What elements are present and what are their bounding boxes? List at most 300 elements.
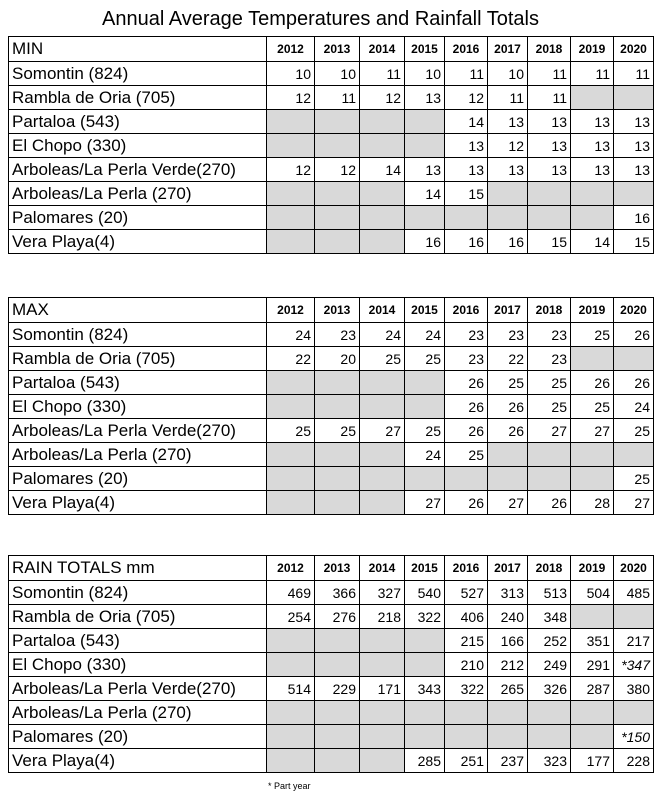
- year-header: 2013: [315, 37, 360, 62]
- value-cell: [267, 134, 315, 158]
- station-name: Somontin (824): [9, 581, 267, 605]
- value-cell: 23: [445, 323, 488, 347]
- value-cell: 26: [445, 491, 488, 515]
- table-row: [9, 62, 654, 86]
- value-cell: 25: [405, 419, 445, 443]
- value-cell: 10: [405, 62, 445, 86]
- value-cell: [614, 347, 654, 371]
- table-row: [9, 605, 654, 629]
- value-cell: 12: [488, 134, 528, 158]
- year-header: 2013: [315, 556, 360, 581]
- year-header: 2018: [528, 556, 571, 581]
- value-cell: [614, 86, 654, 110]
- value-cell: 229: [315, 677, 360, 701]
- value-cell: [315, 230, 360, 254]
- value-cell: 366: [315, 581, 360, 605]
- station-name: Arboleas/La Perla (270): [9, 182, 267, 206]
- value-cell: [445, 467, 488, 491]
- value-cell: 27: [488, 491, 528, 515]
- value-cell: 527: [445, 581, 488, 605]
- value-cell: 27: [405, 491, 445, 515]
- value-cell: 14: [445, 110, 488, 134]
- table-row: [9, 86, 654, 110]
- table-row: [9, 158, 654, 182]
- value-cell: [614, 182, 654, 206]
- station-name: Vera Playa(4): [9, 230, 267, 254]
- value-cell: 25: [488, 371, 528, 395]
- table-row: [9, 110, 654, 134]
- value-cell: [614, 443, 654, 467]
- value-cell: 249: [528, 653, 571, 677]
- table-label: MIN: [9, 37, 267, 62]
- value-cell: [360, 701, 405, 725]
- value-cell: 485: [614, 581, 654, 605]
- value-cell: [445, 206, 488, 230]
- value-cell: 22: [267, 347, 315, 371]
- value-cell: 12: [315, 158, 360, 182]
- table-label: RAIN TOTALS mm: [9, 556, 267, 581]
- value-cell: 13: [614, 158, 654, 182]
- year-header: 2015: [405, 298, 445, 323]
- value-cell: *347: [614, 653, 654, 677]
- value-cell: 26: [614, 323, 654, 347]
- value-cell: 14: [360, 158, 405, 182]
- value-cell: 177: [571, 749, 614, 773]
- year-header: 2019: [571, 298, 614, 323]
- value-cell: [360, 443, 405, 467]
- value-cell: [360, 230, 405, 254]
- value-cell: [267, 371, 315, 395]
- value-cell: 326: [528, 677, 571, 701]
- value-cell: 16: [488, 230, 528, 254]
- value-cell: 24: [360, 323, 405, 347]
- value-cell: 513: [528, 581, 571, 605]
- value-cell: 13: [405, 158, 445, 182]
- value-cell: [360, 206, 405, 230]
- year-header: 2018: [528, 298, 571, 323]
- value-cell: 25: [528, 371, 571, 395]
- value-cell: 276: [315, 605, 360, 629]
- station-name: Arboleas/La Perla Verde(270): [9, 158, 267, 182]
- value-cell: 13: [528, 134, 571, 158]
- value-cell: [360, 653, 405, 677]
- value-cell: [315, 725, 360, 749]
- value-cell: 327: [360, 581, 405, 605]
- value-cell: [488, 206, 528, 230]
- value-cell: [315, 110, 360, 134]
- value-cell: 26: [445, 419, 488, 443]
- value-cell: 265: [488, 677, 528, 701]
- year-header: 2020: [614, 298, 654, 323]
- value-cell: [360, 725, 405, 749]
- value-cell: 24: [614, 395, 654, 419]
- value-cell: 26: [488, 395, 528, 419]
- value-cell: [528, 443, 571, 467]
- station-name: Vera Playa(4): [9, 749, 267, 773]
- table-label: MAX: [9, 298, 267, 323]
- value-cell: [445, 701, 488, 725]
- value-cell: 13: [571, 110, 614, 134]
- value-cell: 25: [571, 395, 614, 419]
- value-cell: 348: [528, 605, 571, 629]
- value-cell: [488, 725, 528, 749]
- value-cell: 16: [445, 230, 488, 254]
- value-cell: [571, 182, 614, 206]
- year-header: 2012: [267, 298, 315, 323]
- table-row: [9, 206, 654, 230]
- value-cell: 23: [528, 323, 571, 347]
- value-cell: [360, 134, 405, 158]
- value-cell: 25: [614, 419, 654, 443]
- value-cell: 323: [528, 749, 571, 773]
- value-cell: [405, 653, 445, 677]
- year-header: 2016: [445, 556, 488, 581]
- value-cell: [315, 371, 360, 395]
- year-header: 2018: [528, 37, 571, 62]
- value-cell: [571, 443, 614, 467]
- station-name: Rambla de Oria (705): [9, 605, 267, 629]
- station-name: Partaloa (543): [9, 629, 267, 653]
- value-cell: 322: [445, 677, 488, 701]
- table-row: [9, 677, 654, 701]
- value-cell: [315, 701, 360, 725]
- value-cell: 23: [445, 347, 488, 371]
- value-cell: [405, 467, 445, 491]
- station-name: Arboleas/La Perla Verde(270): [9, 419, 267, 443]
- value-cell: [571, 86, 614, 110]
- value-cell: 11: [315, 86, 360, 110]
- value-cell: 27: [528, 419, 571, 443]
- value-cell: [405, 701, 445, 725]
- value-cell: 11: [614, 62, 654, 86]
- value-cell: 469: [267, 581, 315, 605]
- year-header: 2019: [571, 37, 614, 62]
- value-cell: [614, 701, 654, 725]
- value-cell: [315, 467, 360, 491]
- value-cell: 217: [614, 629, 654, 653]
- value-cell: [528, 467, 571, 491]
- value-cell: [405, 134, 445, 158]
- value-cell: [528, 701, 571, 725]
- value-cell: 26: [528, 491, 571, 515]
- value-cell: [315, 182, 360, 206]
- value-cell: 237: [488, 749, 528, 773]
- station-name: Somontin (824): [9, 323, 267, 347]
- value-cell: [315, 629, 360, 653]
- value-cell: 24: [405, 443, 445, 467]
- value-cell: [571, 467, 614, 491]
- value-cell: [360, 110, 405, 134]
- value-cell: 25: [267, 419, 315, 443]
- value-cell: [267, 395, 315, 419]
- value-cell: 25: [528, 395, 571, 419]
- max-temperature-table: [8, 297, 654, 515]
- table-row: [9, 653, 654, 677]
- value-cell: 15: [614, 230, 654, 254]
- value-cell: 212: [488, 653, 528, 677]
- station-name: Arboleas/La Perla Verde(270): [9, 677, 267, 701]
- value-cell: 20: [315, 347, 360, 371]
- value-cell: 504: [571, 581, 614, 605]
- value-cell: 11: [528, 86, 571, 110]
- value-cell: 514: [267, 677, 315, 701]
- table-row: [9, 230, 654, 254]
- value-cell: 13: [528, 158, 571, 182]
- value-cell: 26: [571, 371, 614, 395]
- value-cell: 252: [528, 629, 571, 653]
- value-cell: 12: [445, 86, 488, 110]
- value-cell: [488, 701, 528, 725]
- value-cell: [267, 467, 315, 491]
- value-cell: [571, 701, 614, 725]
- table-row: [9, 581, 654, 605]
- value-cell: 13: [488, 158, 528, 182]
- value-cell: 12: [267, 158, 315, 182]
- table-row: [9, 323, 654, 347]
- table-row: [9, 371, 654, 395]
- value-cell: [267, 206, 315, 230]
- table-row: [9, 443, 654, 467]
- value-cell: 26: [488, 419, 528, 443]
- value-cell: [360, 182, 405, 206]
- value-cell: 210: [445, 653, 488, 677]
- value-cell: 14: [405, 182, 445, 206]
- value-cell: [315, 653, 360, 677]
- year-header: 2014: [360, 556, 405, 581]
- table-row: [9, 182, 654, 206]
- value-cell: [315, 206, 360, 230]
- value-cell: [488, 182, 528, 206]
- value-cell: 22: [488, 347, 528, 371]
- value-cell: 13: [405, 86, 445, 110]
- value-cell: 25: [614, 467, 654, 491]
- year-header: 2012: [267, 556, 315, 581]
- value-cell: 291: [571, 653, 614, 677]
- header-row: [9, 298, 654, 323]
- value-cell: 25: [445, 443, 488, 467]
- value-cell: [571, 206, 614, 230]
- value-cell: 10: [488, 62, 528, 86]
- value-cell: 240: [488, 605, 528, 629]
- value-cell: 11: [571, 62, 614, 86]
- value-cell: 406: [445, 605, 488, 629]
- station-name: Arboleas/La Perla (270): [9, 701, 267, 725]
- value-cell: *150: [614, 725, 654, 749]
- value-cell: [405, 629, 445, 653]
- year-header: 2013: [315, 298, 360, 323]
- station-name: El Chopo (330): [9, 395, 267, 419]
- value-cell: [488, 467, 528, 491]
- year-header: 2014: [360, 298, 405, 323]
- value-cell: 540: [405, 581, 445, 605]
- header-row: [9, 556, 654, 581]
- value-cell: 285: [405, 749, 445, 773]
- station-name: Palomares (20): [9, 725, 267, 749]
- value-cell: 11: [360, 62, 405, 86]
- year-header: 2015: [405, 37, 445, 62]
- value-cell: [360, 749, 405, 773]
- year-header: 2012: [267, 37, 315, 62]
- value-cell: 26: [445, 395, 488, 419]
- value-cell: [360, 491, 405, 515]
- value-cell: [267, 725, 315, 749]
- value-cell: 27: [614, 491, 654, 515]
- year-header: 2019: [571, 556, 614, 581]
- value-cell: 12: [267, 86, 315, 110]
- value-cell: 13: [488, 110, 528, 134]
- value-cell: 27: [571, 419, 614, 443]
- value-cell: 228: [614, 749, 654, 773]
- value-cell: [315, 134, 360, 158]
- value-cell: 23: [528, 347, 571, 371]
- station-name: Rambla de Oria (705): [9, 347, 267, 371]
- station-name: Vera Playa(4): [9, 491, 267, 515]
- value-cell: 25: [315, 419, 360, 443]
- value-cell: 24: [267, 323, 315, 347]
- value-cell: 11: [488, 86, 528, 110]
- value-cell: [528, 725, 571, 749]
- year-header: 2015: [405, 556, 445, 581]
- min-temperature-table: [8, 36, 654, 254]
- value-cell: 166: [488, 629, 528, 653]
- station-name: Palomares (20): [9, 206, 267, 230]
- value-cell: [571, 605, 614, 629]
- value-cell: 13: [571, 158, 614, 182]
- value-cell: 26: [445, 371, 488, 395]
- table-row: [9, 347, 654, 371]
- year-header: 2017: [488, 298, 528, 323]
- rain-totals-table: [8, 555, 654, 773]
- table-row: [9, 491, 654, 515]
- value-cell: [267, 182, 315, 206]
- table-row: [9, 134, 654, 158]
- value-cell: 13: [445, 134, 488, 158]
- value-cell: [267, 491, 315, 515]
- value-cell: 23: [315, 323, 360, 347]
- table-row: [9, 395, 654, 419]
- value-cell: 16: [405, 230, 445, 254]
- value-cell: [614, 605, 654, 629]
- value-cell: 27: [360, 419, 405, 443]
- table-row: [9, 725, 654, 749]
- value-cell: 13: [445, 158, 488, 182]
- value-cell: [267, 230, 315, 254]
- value-cell: 15: [445, 182, 488, 206]
- value-cell: 322: [405, 605, 445, 629]
- year-header: 2020: [614, 37, 654, 62]
- value-cell: [405, 206, 445, 230]
- station-name: Palomares (20): [9, 467, 267, 491]
- value-cell: 24: [405, 323, 445, 347]
- value-cell: 14: [571, 230, 614, 254]
- value-cell: 13: [614, 110, 654, 134]
- value-cell: 11: [445, 62, 488, 86]
- value-cell: [267, 701, 315, 725]
- table-row: [9, 467, 654, 491]
- value-cell: [267, 749, 315, 773]
- table-row: [9, 701, 654, 725]
- value-cell: [405, 395, 445, 419]
- value-cell: [528, 182, 571, 206]
- value-cell: [488, 443, 528, 467]
- value-cell: 287: [571, 677, 614, 701]
- value-cell: 10: [315, 62, 360, 86]
- year-header: 2017: [488, 37, 528, 62]
- value-cell: 25: [571, 323, 614, 347]
- value-cell: [360, 395, 405, 419]
- value-cell: [267, 653, 315, 677]
- value-cell: 11: [528, 62, 571, 86]
- station-name: Partaloa (543): [9, 371, 267, 395]
- value-cell: 351: [571, 629, 614, 653]
- value-cell: [360, 371, 405, 395]
- value-cell: 26: [614, 371, 654, 395]
- value-cell: 12: [360, 86, 405, 110]
- station-name: Rambla de Oria (705): [9, 86, 267, 110]
- value-cell: [315, 443, 360, 467]
- value-cell: 251: [445, 749, 488, 773]
- value-cell: 343: [405, 677, 445, 701]
- value-cell: [405, 110, 445, 134]
- value-cell: [315, 491, 360, 515]
- value-cell: [528, 206, 571, 230]
- year-header: 2017: [488, 556, 528, 581]
- value-cell: 313: [488, 581, 528, 605]
- year-header: 2016: [445, 37, 488, 62]
- value-cell: [445, 725, 488, 749]
- value-cell: 254: [267, 605, 315, 629]
- value-cell: 215: [445, 629, 488, 653]
- year-header: 2016: [445, 298, 488, 323]
- value-cell: [267, 629, 315, 653]
- value-cell: [315, 395, 360, 419]
- value-cell: 16: [614, 206, 654, 230]
- station-name: Somontin (824): [9, 62, 267, 86]
- table-row: [9, 419, 654, 443]
- value-cell: 25: [360, 347, 405, 371]
- value-cell: [405, 725, 445, 749]
- value-cell: 10: [267, 62, 315, 86]
- page-title: Annual Average Temperatures and Rainfall Totals: [102, 8, 539, 30]
- value-cell: 13: [614, 134, 654, 158]
- year-header: 2020: [614, 556, 654, 581]
- footnote: * Part year: [268, 781, 311, 791]
- value-cell: 25: [405, 347, 445, 371]
- table-row: [9, 629, 654, 653]
- value-cell: 23: [488, 323, 528, 347]
- value-cell: 15: [528, 230, 571, 254]
- value-cell: [571, 725, 614, 749]
- value-cell: [405, 371, 445, 395]
- value-cell: [267, 110, 315, 134]
- value-cell: 13: [528, 110, 571, 134]
- value-cell: [571, 347, 614, 371]
- value-cell: [360, 467, 405, 491]
- value-cell: [267, 443, 315, 467]
- table-row: [9, 749, 654, 773]
- value-cell: 380: [614, 677, 654, 701]
- station-name: El Chopo (330): [9, 653, 267, 677]
- value-cell: [360, 629, 405, 653]
- header-row: [9, 37, 654, 62]
- value-cell: 13: [571, 134, 614, 158]
- station-name: Arboleas/La Perla (270): [9, 443, 267, 467]
- value-cell: 28: [571, 491, 614, 515]
- value-cell: [315, 749, 360, 773]
- value-cell: 218: [360, 605, 405, 629]
- year-header: 2014: [360, 37, 405, 62]
- station-name: El Chopo (330): [9, 134, 267, 158]
